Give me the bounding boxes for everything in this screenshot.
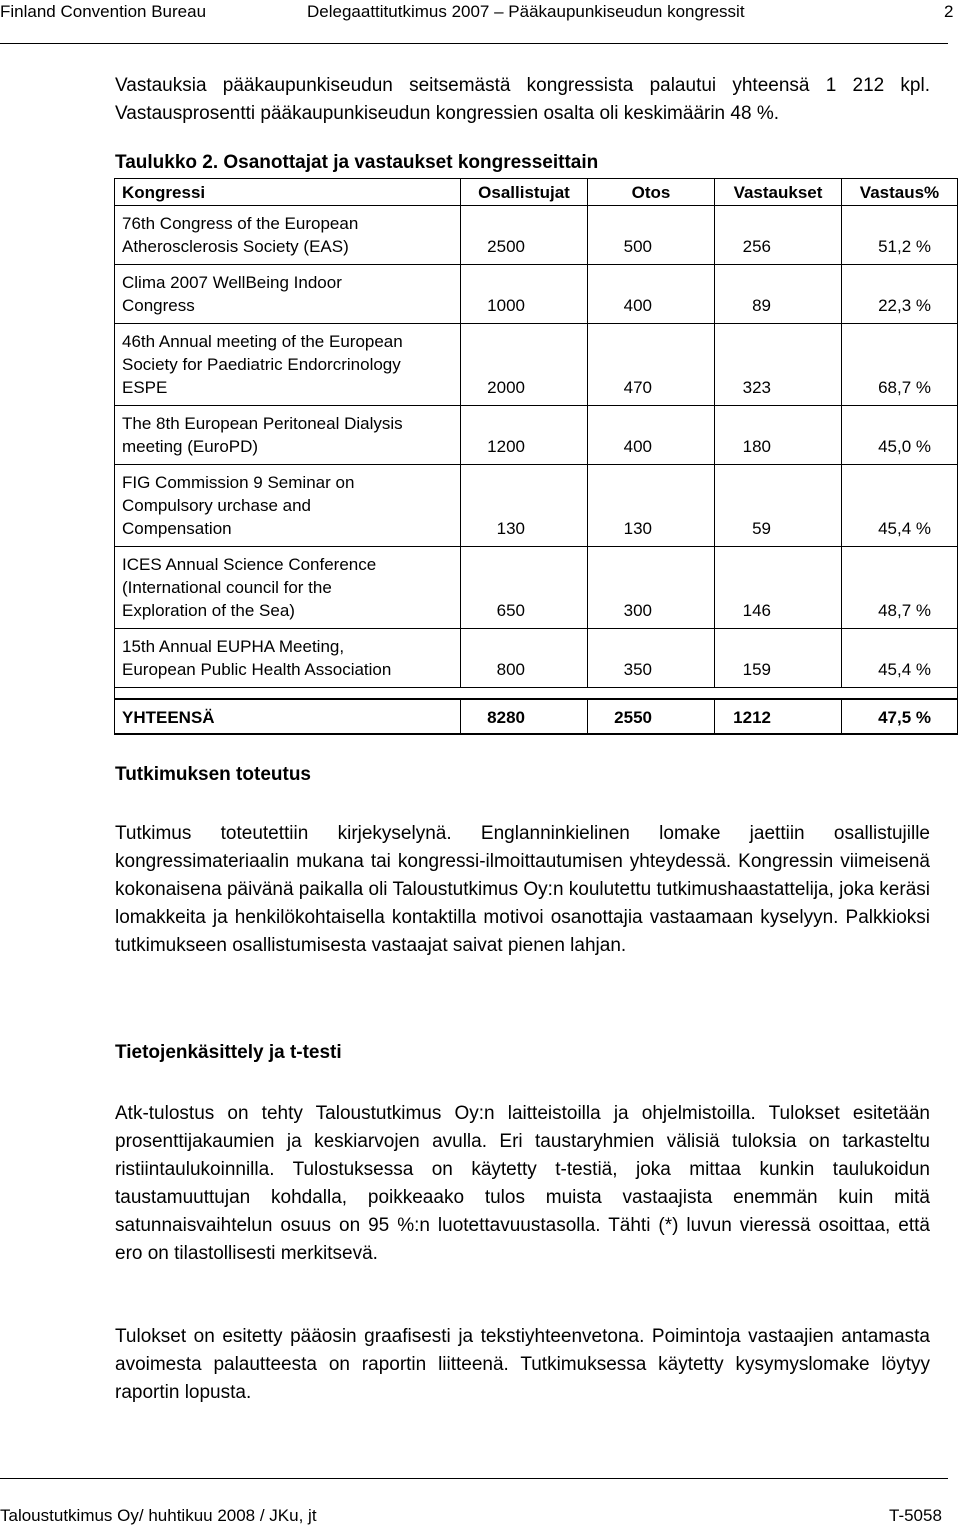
column-header: Vastaus% [842,179,958,206]
congress-name-line: Compulsory urchase and [122,496,311,515]
total-sample: 2550 [588,699,715,734]
section-heading-toteutus: Tutkimuksen toteutus [115,764,311,785]
congress-name-line: Society for Paediatric Endorcrinology [122,355,401,374]
congress-name-line: Clima 2007 WellBeing Indoor [122,273,342,292]
congress-name-cell [115,265,461,324]
header-title: Delegaattitutkimus 2007 – Pääkaupunkiseudun kongressit [307,2,745,21]
header-rule [0,43,948,44]
congress-name-line: ESPE [122,378,168,397]
cell-sample: 500 [588,206,715,265]
cell-participants: 2000 [461,324,588,406]
cell-participants: 1000 [461,265,588,324]
congress-table [114,178,958,735]
congress-name-cell [115,324,461,406]
cell-participants: 130 [461,465,588,547]
cell-responses: 89 [715,265,842,324]
table-spacer-row [115,688,958,700]
cell-responses: 256 [715,206,842,265]
header-left: Finland Convention Bureau [0,2,207,21]
congress-name-line: Atherosclerosis Society (EAS) [122,237,349,256]
cell-sample: 300 [588,547,715,629]
section-paragraph: Tulokset on esitetty pääosin graafisesti ja tekstiyhteenvetona. Poimintoja vastaajien antamasta avoimesta palautteesta on raportin liitteenä. Tutkimuksessa käytetty kysymyslomake löytyy raportin lopusta. [115,1326,930,1403]
congress-name-line: 15th Annual EUPHA Meeting, [122,637,345,656]
cell-sample: 400 [588,265,715,324]
total-participants: 8280 [461,699,588,734]
intro-paragraph: Vastauksia pääkaupunkiseudun seitsemästä kongressista palautui yhteensä 1 212 kpl. Vastausprosentti pääkaupunkiseudun kongressien osalta oli keskimäärin 48 %. [115,75,930,124]
cell-participants: 2500 [461,206,588,265]
section-paragraph: Atk-tulostus on tehty Taloustutkimus Oy:n laitteistoilla ja ohjelmistoilla. Tulokset esitetään prosenttijakaumien ja keskiarvojen avulla. Eri taustaryhmien välisiä tuloksia on tarkasteltu ristiintaulukoinnilla. Tulostuksessa on käytetty t-testiä, joka mittaa kunkin taulukoidun taustamuuttujan kohdalla, poikkeaako tulos muista vastaajista enemmän kuin mitä satunnaisvaihtelun osuus on 95 %:n luotettavuustasolla. Tähti (*) luvun vieressä osoittaa, että ero on tilastollisesti merkitsevä. [115,1103,930,1264]
congress-name-line: Exploration of the Sea) [122,601,295,620]
cell-pct: 48,7 % [842,547,958,629]
column-header: Osallistujat [461,179,588,206]
column-header: Kongressi [115,179,461,206]
congress-name-cell [115,629,461,688]
congress-name-line: Compensation [122,519,232,538]
section-heading-tietojenkasittely: Tietojenkäsittely ja t-testi [115,1042,342,1063]
table-row [115,547,958,629]
cell-responses: 159 [715,629,842,688]
footer-left: Taloustutkimus Oy/ huhtikuu 2008 / JKu, jt [0,1506,317,1525]
cell-pct: 22,3 % [842,265,958,324]
column-header: Vastaukset [715,179,842,206]
cell-pct: 45,4 % [842,465,958,547]
table-header-row [115,179,958,206]
cell-responses: 180 [715,406,842,465]
cell-pct: 45,0 % [842,406,958,465]
total-responses: 1212 [715,699,842,734]
table-row [115,406,958,465]
page-header [0,0,960,48]
congress-name-line: ICES Annual Science Conference [122,555,377,574]
table-row [115,265,958,324]
congress-name-line: 46th Annual meeting of the European [122,332,403,351]
congress-name-line: European Public Health Association [122,660,392,679]
cell-sample: 470 [588,324,715,406]
spacer-cell [115,688,958,700]
congress-name-cell [115,206,461,265]
cell-responses: 146 [715,547,842,629]
column-header: Otos [588,179,715,206]
congress-name-line: (International council for the [122,578,332,597]
cell-participants: 800 [461,629,588,688]
cell-sample: 350 [588,629,715,688]
congress-name-line: 76th Congress of the European [122,214,359,233]
cell-pct: 51,2 % [842,206,958,265]
cell-responses: 323 [715,324,842,406]
table-caption: Taulukko 2. Osanottajat ja vastaukset kongresseittain [115,152,599,173]
page-number: 2 [944,2,954,21]
table-row [115,629,958,688]
congress-name-line: Congress [122,296,195,315]
cell-sample: 130 [588,465,715,547]
cell-participants: 650 [461,547,588,629]
total-label: YHTEENSÄ [115,699,461,734]
total-pct: 47,5 % [842,699,958,734]
table-total-row [115,699,958,734]
table-row [115,206,958,265]
cell-pct: 68,7 % [842,324,958,406]
congress-name-cell [115,465,461,547]
congress-name-line: meeting (EuroPD) [122,437,259,456]
cell-responses: 59 [715,465,842,547]
congress-name-cell [115,406,461,465]
section-paragraph: Tutkimus toteutettiin kirjekyselynä. Englanninkielinen lomake jaettiin osallistujille kongressimateriaalin mukana tai kongressi-ilmoittautumisen yhteydessä. Kongressin viimeisenä kokonaisena päivänä paikalla oli Taloustutkimus Oy:n koulutettu tutkimushaastattelija, joka keräsi lomakkeita ja henkilökohtaisella kontaktilla motivoi osanottajia vastaamaan kyselyyn. Palkkioksi tutkimukseen osallistumisesta vastaajat saivat pienen lahjan. [115,823,930,956]
cell-pct: 45,4 % [842,629,958,688]
congress-name-line: FIG Commission 9 Seminar on [122,473,355,492]
footer-rule [0,1478,948,1479]
footer-code: T-5058 [889,1506,942,1525]
congress-name-line: The 8th European Peritoneal Dialysis [122,414,403,433]
cell-sample: 400 [588,406,715,465]
congress-name-cell [115,547,461,629]
table-row [115,324,958,406]
table-row [115,465,958,547]
cell-participants: 1200 [461,406,588,465]
